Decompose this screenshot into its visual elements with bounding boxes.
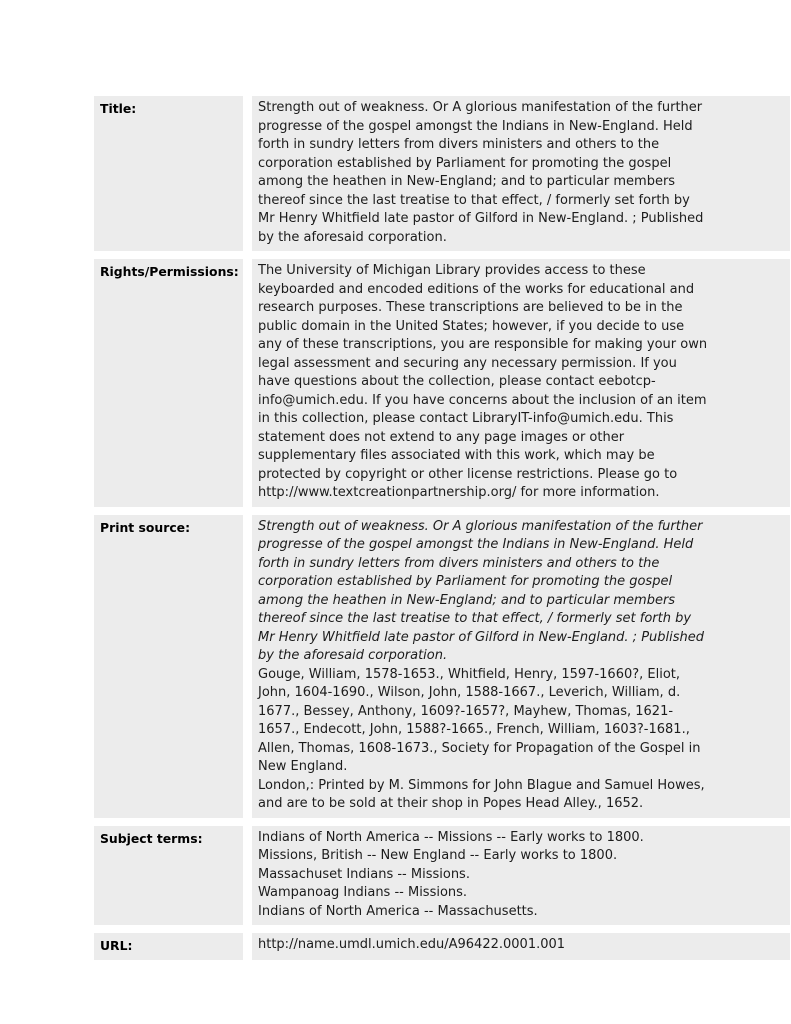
url-row-value — [252, 933, 790, 960]
subject-term: Indians of North America -- Missions -- Early works to 1800. — [258, 829, 644, 845]
url-row-label: URL: — [94, 933, 243, 960]
title-row-label: Title: — [94, 96, 243, 251]
print-source-imprint: London,: Printed by M. Simmons for John Blague and Samuel Howes, and are to be sold at their shop in Popes Head Alley., 1652. — [258, 777, 705, 811]
subject-terms-row-label: Subject terms: — [94, 826, 243, 926]
subject-term: Massachuset Indians -- Missions. — [258, 866, 470, 882]
rights-row-value — [252, 259, 790, 507]
subject-term: Wampanoag Indians -- Missions. — [258, 885, 468, 900]
print-source-row-value — [252, 515, 790, 818]
subject-term: Missions, British -- New England -- Early works to 1800. — [258, 848, 618, 863]
rights-row-label: Rights/Permissions: — [94, 259, 243, 507]
subject-terms-row-value — [252, 826, 790, 926]
title-row-value — [252, 96, 790, 251]
print-source-row-label: Print source: — [94, 515, 243, 818]
print-source-names: Gouge, William, 1578-1653., Whitfield, Henry, 1597-1660?, Eliot, John, 1604-1690., Wilson, John, 1588-1667., Leverich, William, d. 1677., Bessey, Anthony, 1609?-1657?, Mayhew, Thomas, 1621-1657., Endecott, John, 1588?-1665., French, William, 1603?-1681., Allen, Thomas, 1608-1673., Society for Propagation of the Gospel in New England. — [258, 666, 701, 774]
record-url-text: http://name.umdl.umich.edu/A96422.0001.001 — [258, 937, 566, 952]
title-text: Strength out of weakness. Or A glorious manifestation of the further progresse of the gospel amongst the Indians in New-England. Held forth in sundry letters from divers ministers and others to the corporation established by Parliament for promoting the gospel among the heathen in New-England; and to particular members thereof since the last treatise to that effect, / formerly set forth by Mr Henry Whitfield late pastor of Gilford in New-England. ; Published by the aforesaid corporation. — [258, 100, 704, 245]
metadata-table — [94, 96, 790, 960]
print-source-italic-title: Strength out of weakness. Or A glorious manifestation of the further progresse of the gospel amongst the Indians in New-England. Held forth in sundry letters from divers ministers and others to the corporation established by Parliament for promoting the gospel among the heathen in New-England; and to particular members thereof since the last treatise to that effect, / formerly set forth by Mr Henry Whitfield late pastor of Gilford in New-England. ; Published by the aforesaid corporation. — [258, 518, 705, 663]
rights-text: The University of Michigan Library provides access to these keyboarded and encoded editions of the works for educational and research purposes. These transcriptions are believed to be in the public domain in the United States; however, if you decide to use any of these transcriptions, you are responsible for making your own legal assessment and securing any necessary permission. If you have questions about the collection, please contact eebotcp-info@umich.edu. If you have concerns about the inclusion of an item in this collection, please contact LibraryIT-info@umich.edu. This statement does not extend to any page images or other supplementary files associated with this work, which may be protected by copyright or other license restrictions. Please go to http://www.textcreationpartnership.org/ for more information. — [258, 263, 708, 500]
subject-term: Indians of North America -- Massachusetts. — [258, 903, 538, 919]
